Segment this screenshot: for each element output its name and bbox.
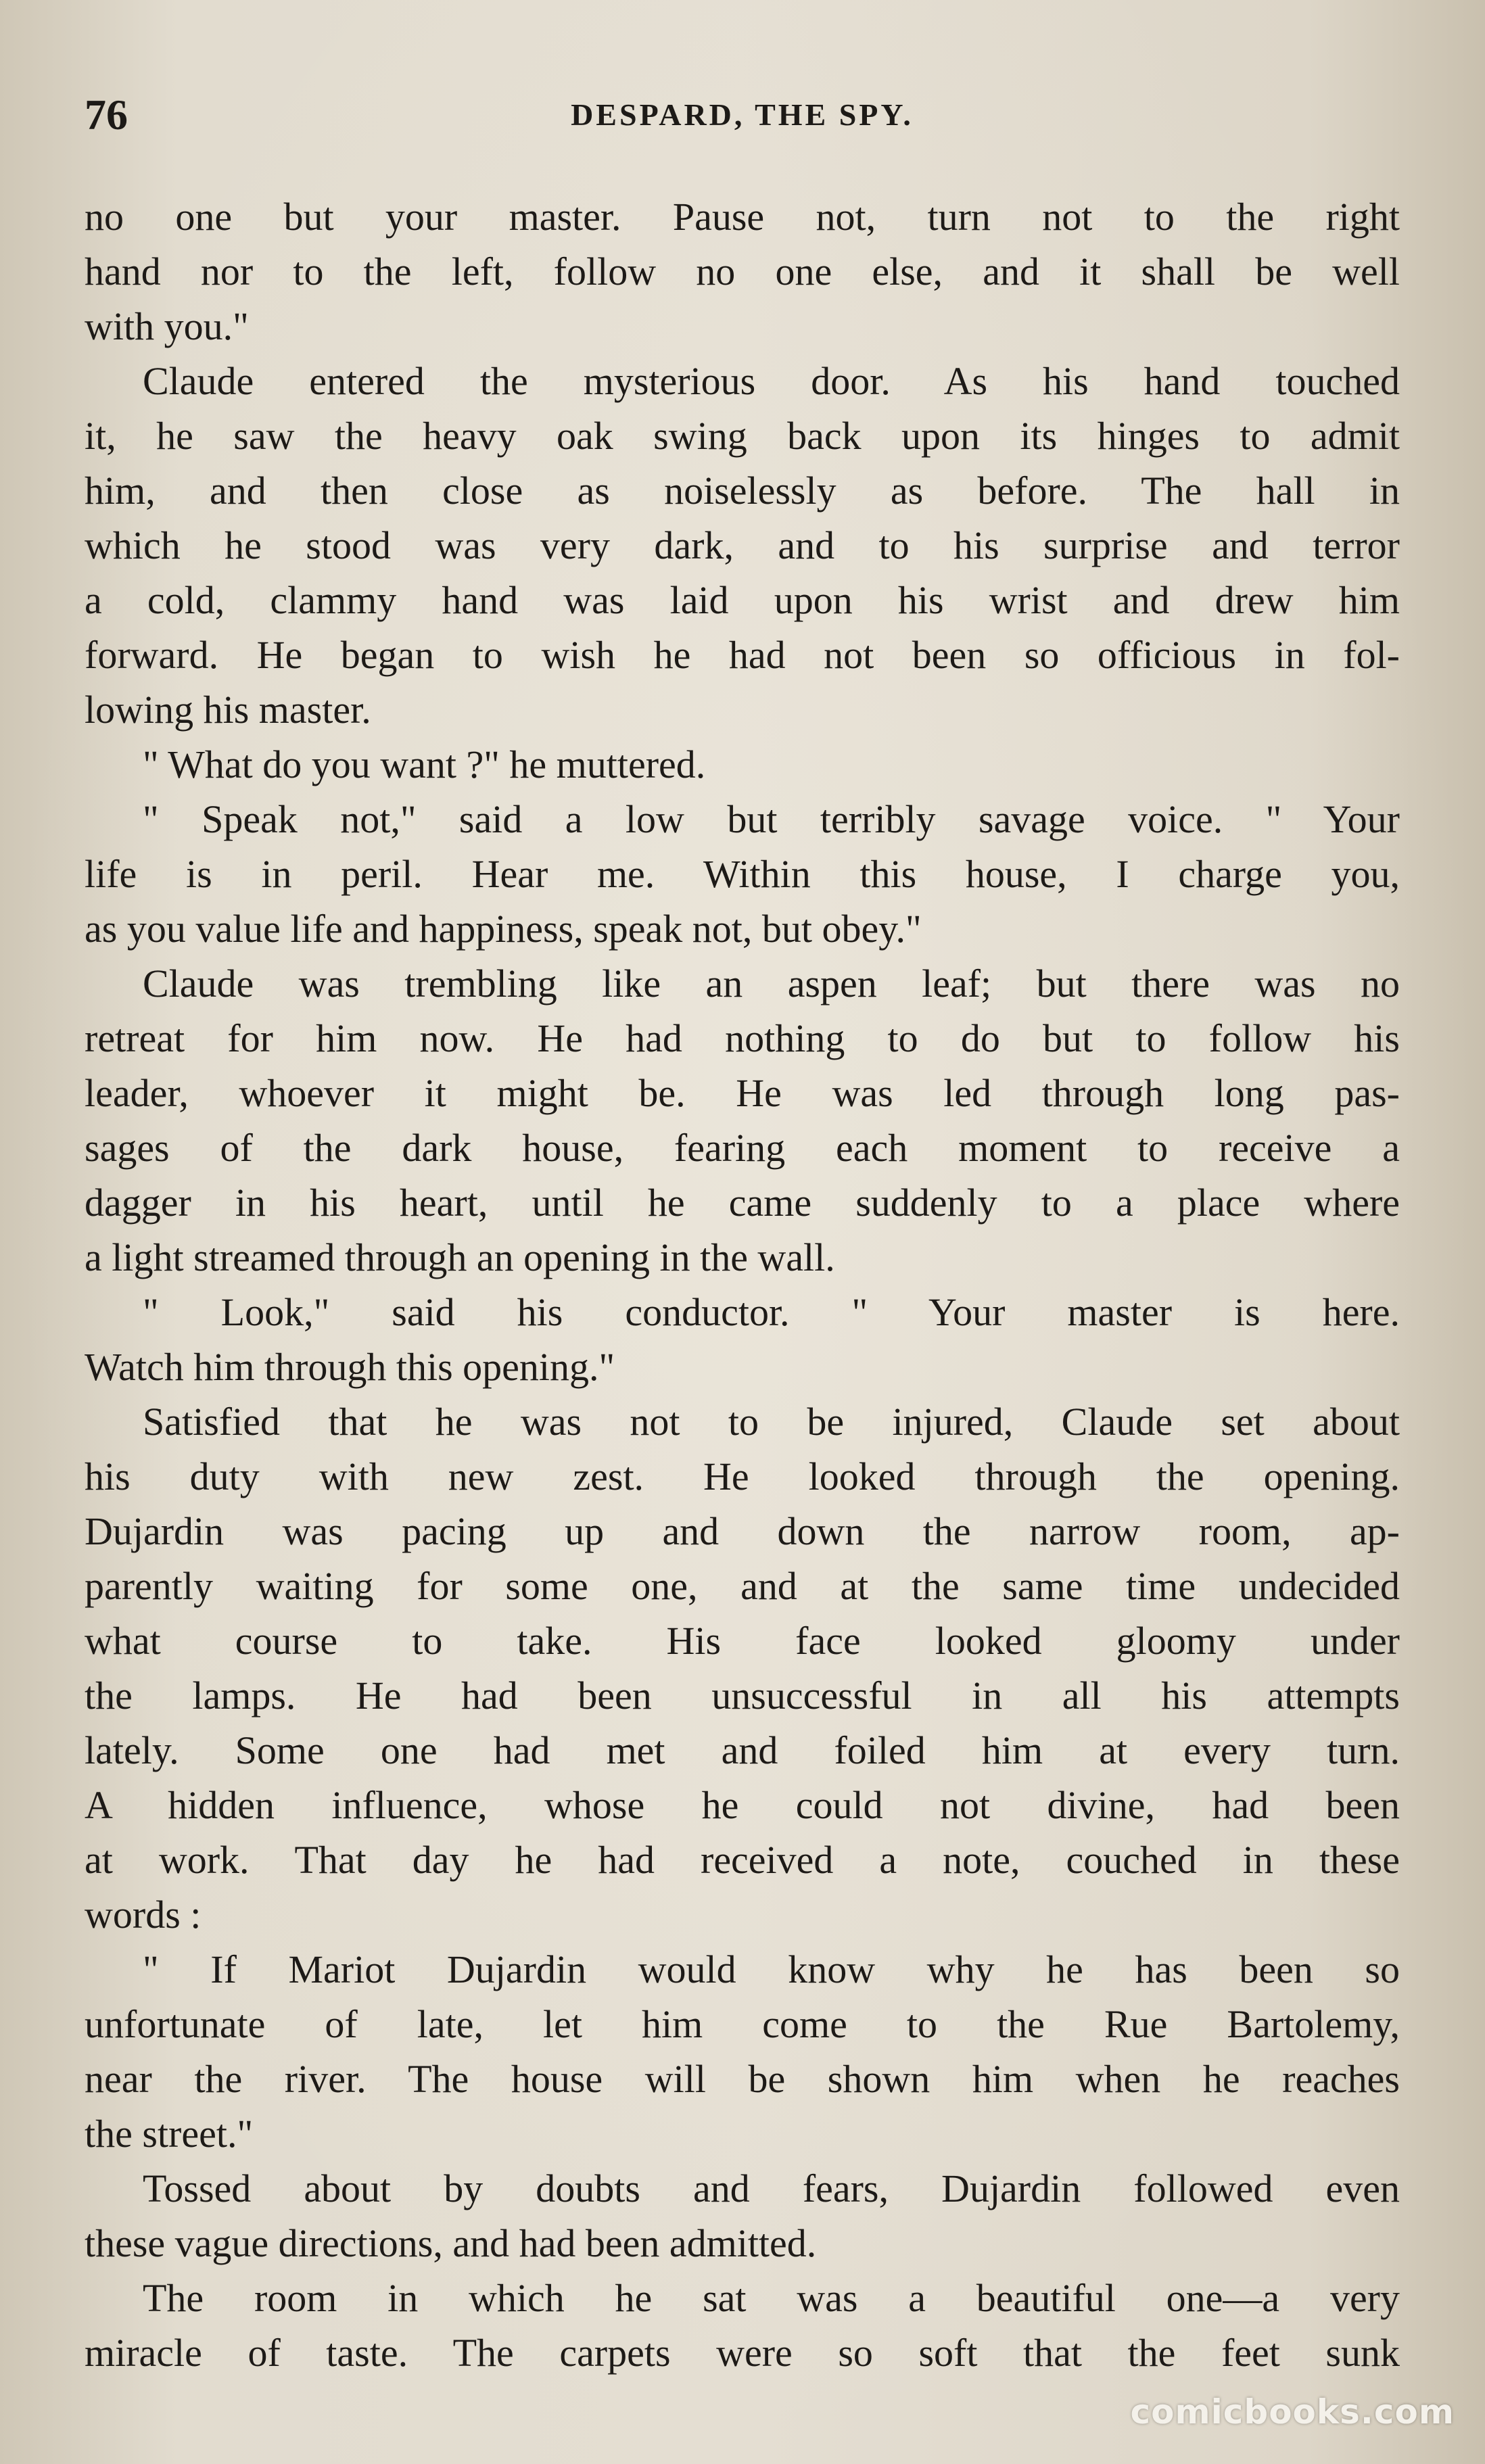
text-line: as you value life and happiness, speak not, but obey." bbox=[85, 907, 922, 951]
text-line: hand nor to the left, follow no one else, and it shall be well bbox=[85, 250, 1400, 293]
text-line: " If Mariot Dujardin would know why he has been so bbox=[143, 1947, 1400, 1991]
text-line: life is in peril. Hear me. Within this house, I charge you, bbox=[85, 852, 1400, 896]
body-text bbox=[85, 189, 1400, 2380]
text-line: these vague directions, and had been admitted. bbox=[85, 2221, 817, 2265]
text-line: Dujardin was pacing up and down the narrow room, ap- bbox=[85, 1509, 1400, 1553]
text-line: parently waiting for some one, and at the same time undecided bbox=[85, 1564, 1400, 1608]
text-line: Claude was trembling like an aspen leaf; but there was no bbox=[143, 962, 1400, 1005]
text-line: lowing his master. bbox=[85, 688, 371, 732]
watermark: comicbooks.com bbox=[1130, 2392, 1455, 2432]
text-line: with you." bbox=[85, 304, 249, 348]
text-line: it, he saw the heavy oak swing back upon its hinges to admit bbox=[85, 414, 1400, 458]
text-line: him, and then close as noiselessly as before. The hall in bbox=[85, 469, 1400, 513]
text-line: Satisfied that he was not to be injured, Claude set about bbox=[143, 1400, 1400, 1444]
text-line: unfortunate of late, let him come to the Rue Bartolemy, bbox=[85, 2002, 1400, 2046]
text-line: forward. He began to wish he had not been so officious in fol- bbox=[85, 633, 1400, 677]
text-line: the lamps. He had been unsuccessful in all his attempts bbox=[85, 1674, 1400, 1717]
text-line: the street." bbox=[85, 2112, 254, 2156]
page-header bbox=[85, 88, 1400, 142]
text-line: " Speak not," said a low but terribly savage voice. " Your bbox=[143, 797, 1400, 841]
text-line: a cold, clammy hand was laid upon his wrist and drew him bbox=[85, 578, 1400, 622]
text-line: dagger in his heart, until he came suddenly to a place where bbox=[85, 1181, 1400, 1225]
text-line: his duty with new zest. He looked through the opening. bbox=[85, 1454, 1400, 1498]
text-line: Watch him through this opening." bbox=[85, 1345, 615, 1389]
text-line: at work. That day he had received a note, couched in these bbox=[85, 1838, 1400, 1882]
text-line: Claude entered the mysterious door. As his hand touched bbox=[143, 359, 1400, 403]
text-line: no one but your master. Pause not, turn not to the right bbox=[85, 195, 1400, 239]
text-line: lately. Some one had met and foiled him at every turn. bbox=[85, 1728, 1400, 1772]
text-line: Tossed about by doubts and fears, Dujardin followed even bbox=[143, 2166, 1400, 2210]
text-line: The room in which he sat was a beautiful one—a very bbox=[143, 2276, 1400, 2320]
text-line: A hidden influence, whose he could not divine, had been bbox=[85, 1783, 1400, 1827]
text-line: " Look," said his conductor. " Your master is here. bbox=[143, 1290, 1400, 1334]
page-number: 76 bbox=[85, 91, 128, 139]
text-line: near the river. The house will be shown him when he reaches bbox=[85, 2057, 1400, 2101]
text-line: miracle of taste. The carpets were so soft that the feet sunk bbox=[85, 2331, 1400, 2375]
running-title: DESPARD, THE SPY. bbox=[571, 97, 914, 132]
text-line: retreat for him now. He had nothing to do but to follow his bbox=[85, 1016, 1400, 1060]
text-line: which he stood was very dark, and to his surprise and terror bbox=[85, 523, 1400, 567]
text-line: leader, whoever it might be. He was led through long pas- bbox=[85, 1071, 1400, 1115]
text-line: words : bbox=[85, 1893, 202, 1937]
text-line: sages of the dark house, fearing each moment to receive a bbox=[85, 1126, 1400, 1170]
text-line: " What do you want ?" he muttered. bbox=[143, 742, 706, 786]
text-line: a light streamed through an opening in the wall. bbox=[85, 1235, 835, 1279]
text-line: what course to take. His face looked gloomy under bbox=[85, 1619, 1400, 1663]
